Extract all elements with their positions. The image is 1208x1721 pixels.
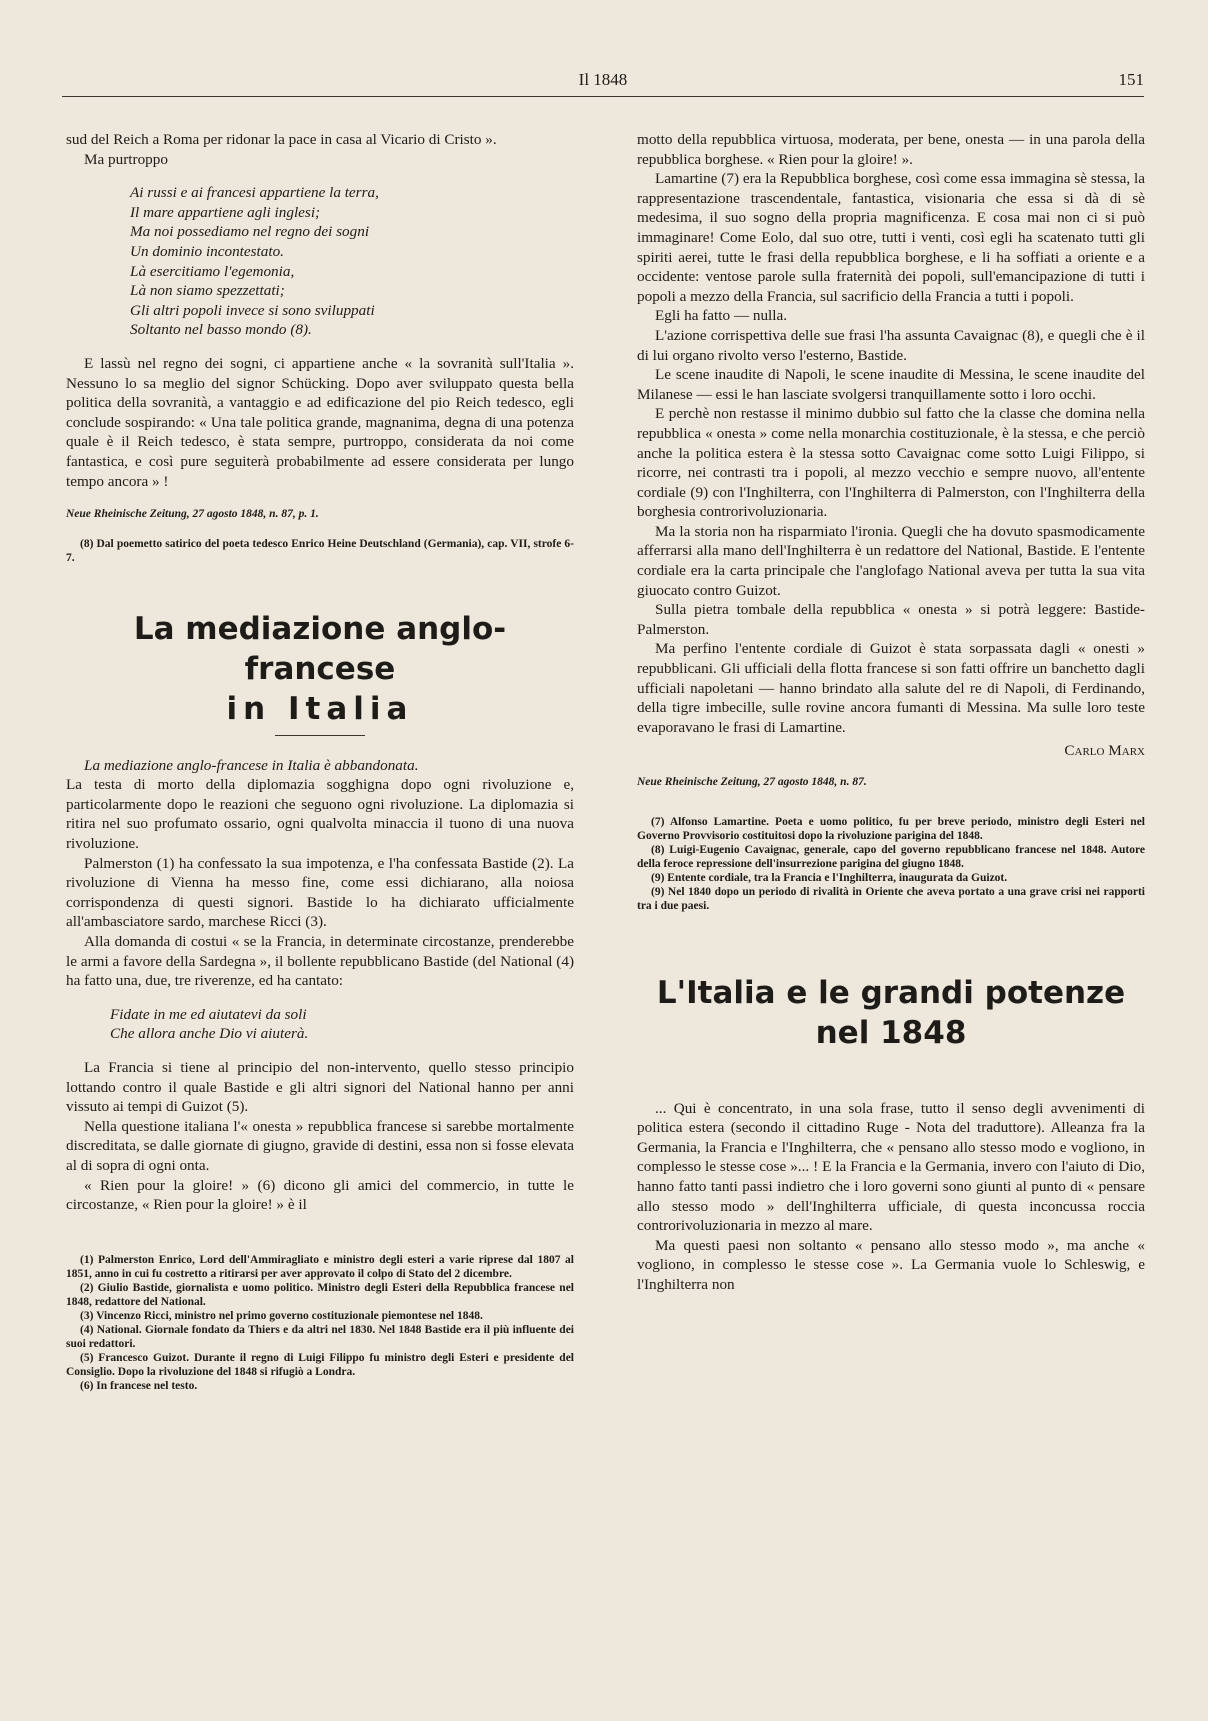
poem-line: Il mare appartiene agli inglesi;: [130, 203, 321, 221]
paragraph: Ma perfino l'entente cordiale di Guizot è stata sorpassata dagli « onesti » repubblicani. Gli ufficiali della flotta francese si son fatti offrire un banchetto dagli ufficiali napoletani — hanno brindato alla salute del re di Napoli, di Ferdinando, della tigre imbecille, sulle rovine ancora fumanti di Messina. Ma sulle loro teste evaporavano le frasi di Lamartine.: [637, 640, 1145, 736]
poem-line: Soltanto nel basso mondo (8).: [130, 321, 312, 339]
paragraph: Ma purtroppo: [84, 150, 168, 168]
running-header: [62, 70, 1144, 98]
paragraph: E lassù nel regno dei sogni, ci appartiene anche « la sovranità sull'Italia ». Nessuno lo sa meglio del signor Schücking. Dopo aver sviluppato questa bella politica della sovranità, a vantaggio e ad edificazione del pio Reich tedesco, egli conclude sospirando: « Una tale politica grande, magnanima, degna di una potenza quale è il Reich tedesco, è stata sempre, purtroppo, considerata da noi come fantastica, e così pure seguiterà probabilmente ad essere considerata per lungo tempo ancora » !: [66, 354, 574, 490]
poem-quote: [130, 183, 574, 340]
paragraph: Alla domanda di costui « se la Francia, in determinate circostanze, prenderebbe le armi a favore della Sardegna », il bollente repubblicano Bastide (del National (4) ha fatto una, due, tre riverenze, ed ha cantato:: [66, 933, 574, 990]
paragraph: E perchè non restasse il minimo dubbio sul fatto che la classe che domina nella repubblica « onesta » come nella monarchia costituzionale, è la stessa, e che perciò anche la politica estera è la stessa sotto Cavaignac come sotto Luigi Filippo, si ricorre, nei contrasti tra i popoli, al mezzo vecchio e sempre nuovo, all'entente cordiale (9) con l'Inghilterra, con l'Inghilterra di Palmerston, con l'Inghilterra della borghesia controrivoluzionaria.: [637, 405, 1145, 521]
footnote-text: (2) Giulio Bastide, giornalista e uomo politico. Ministro degli Esteri della Repubblica francese nel 1848, redattore del National.: [66, 1281, 574, 1308]
heading-line: La mediazione anglo-francese: [133, 610, 507, 687]
heading-line: L'Italia e le grandi potenze: [656, 974, 1126, 1011]
paragraph: L'azione corrispettiva delle sue frasi l'ha assunta Cavaignac (8), e quegli che è il di lui organo rivolto verso l'esterno, Bastide.: [637, 326, 1145, 364]
footnote-text: (8) Dal poemetto satirico del poeta tedesco Enrico Heine Deutschland (Germania), cap. VII, strofe 6-7.: [66, 537, 574, 564]
footnote-text: (8) Luigi-Eugenio Cavaignac, generale, capo del governo repubblicano francese nel 1848. Autore della feroce repressione dell'insurrezione parigina del giugno 1848.: [637, 843, 1145, 870]
poem-line: Un dominio incontestato.: [130, 242, 284, 260]
paragraph: Egli ha fatto — nulla.: [655, 307, 788, 325]
paragraph: Ma questi paesi non soltanto « pensano allo stesso modo », ma anche « vogliono, in complesso le stesse cose ». La Germania vuole lo Schleswig, e l'Inghilterra non: [637, 1236, 1145, 1293]
footnote: [66, 537, 574, 565]
lead-paragraph: La mediazione anglo-francese in Italia è abbandonata.: [84, 756, 419, 774]
paragraph: motto della repubblica virtuosa, moderata, per bene, onesta — in una parola della repubblica borghese. « Rien pour la gloire! ».: [637, 131, 1145, 168]
poem-line: Fidate in me ed aiutatevi da soli: [110, 1005, 307, 1023]
poem-line: Ma noi possediamo nel regno dei sogni: [130, 223, 370, 241]
footnote-text: (5) Francesco Guizot. Durante il regno di Luigi Filippo fu ministro degli Esteri e presidente del Consiglio. Dopo la rivoluzione del 1848 si rifugiò a Londra.: [66, 1351, 574, 1378]
poem-line: Che allora anche Dio vi aiuterà.: [110, 1025, 309, 1043]
source-citation: Neue Rheinische Zeitung, 27 agosto 1848, n. 87, p. 1.: [66, 508, 319, 521]
heading-line: in Italia: [226, 690, 414, 727]
footnote-text: (4) National. Giornale fondato da Thiers e da altri nel 1830. Nel 1848 Bastide era il più influente dei suoi redattori.: [66, 1323, 574, 1350]
paragraph: Sulla pietra tombale della repubblica « onesta » si potrà leggere: Bastide-Palmerston.: [637, 601, 1145, 638]
heading-rule: [275, 735, 365, 736]
poem-line: Gli altri popoli invece si sono sviluppati: [130, 301, 375, 319]
footnote-text: (6) In francese nel testo.: [80, 1379, 198, 1392]
poem-line: Ai russi e ai francesi appartiene la terra,: [130, 184, 379, 202]
paragraph: La testa di morto della diplomazia sogghigna dopo ogni rivoluzione e, particolarmente dopo le reazioni che seguono ogni rivoluzione. La diplomazia si ritira nel suo profumato ossario, ogni qualvolta minaccia il tuono di una nuova rivoluzione.: [66, 776, 574, 853]
poem-line: Là esercitiamo l'egemonia,: [130, 262, 295, 280]
right-column: [637, 130, 1145, 1295]
footnotes: [66, 1253, 574, 1393]
page-number: 151: [1118, 70, 1144, 89]
footnote-text: (1) Palmerston Enrico, Lord dell'Ammiragliato e ministro degli esteri a varie riprese dal 1807 al 1851, anno in cui fu costretto a ritirarsi per aver approvato il colpo di Stato del 2 dicembre.: [66, 1253, 574, 1280]
paragraph: sud del Reich a Roma per ridonar la pace in casa al Vicario di Cristo ».: [66, 131, 497, 148]
footnote-text: (3) Vincenzo Ricci, ministro nel primo governo costituzionale piemontese nel 1848.: [80, 1309, 483, 1322]
footnotes: [637, 815, 1145, 913]
article-heading: [637, 973, 1145, 1053]
footnote-text: (9) Entente cordiale, tra la Francia e l'Inghilterra, inaugurata da Guizot.: [651, 871, 1008, 884]
paragraph: ... Qui è concentrato, in una sola frase, tutto il senso degli avvenimenti di politica estera (secondo il cittadino Ruge - Nota del traduttore). Alleanza fra la Germania, la Francia e l'Inghilterra, che « pensano allo stesso modo e vogliono, in complesso le stesse cose »... ! E la Francia e la Germania, invero con l'aiuto di Dio, hanno fatto tanti passi indietro che i loro governi sono giunti al punto di « pensare allo stesso modo » dell'Inghilterra ufficiale, di questa inconcussa roccia controrivoluzionaria in mezzo al mare.: [637, 1099, 1145, 1235]
left-column: [66, 130, 574, 1393]
heading-line: nel 1848: [815, 1014, 967, 1051]
paragraph: « Rien pour la gloire! » (6) dicono gli amici del commercio, in tutte le circostanze, « Rien pour la gloire! » è il: [66, 1176, 574, 1214]
paragraph: Nella questione italiana l'« onesta » repubblica francese si sarebbe mortalmente discreditata, se dalle giornate di giugno, gravide di destini, essa non si fosse elevata al di sopra di ogni onta.: [66, 1117, 574, 1174]
running-title: Il 1848: [578, 70, 628, 89]
paragraph: Le scene inaudite di Napoli, le scene inaudite di Messina, le scene inaudite del Milanese — essi le han lasciate svolgersi tranquillamente sotto i loro occhi.: [637, 366, 1145, 403]
footnote-text: (9) Nel 1840 dopo un periodo di rivalità in Oriente che aveva portato a una grave crisi nei rapporti tra i due paesi.: [637, 885, 1145, 912]
paragraph: Ma la storia non ha risparmiato l'ironia. Quegli che ha dovuto spasmodicamente afferrarsi alla mano dell'Inghilterra è un redattore del National, Bastide. E l'entente cordiale era la carta principale che l'anglofago National aveva per tutta la sua vita giuocato contro Guizot.: [637, 522, 1145, 599]
header-rule: [62, 96, 1144, 97]
paragraph: La Francia si tiene al principio del non-intervento, quello stesso principio lottando contro il quale Bastide e gli altri signori del National hanno per anni vissuto ai tempi di Guizot (5).: [66, 1059, 574, 1116]
footnote-text: (7) Alfonso Lamartine. Poeta e uomo politico, fu per breve periodo, ministro degli Esteri nel Governo Provvisorio costituitosi dopo la rivoluzione parigina del 1848.: [637, 815, 1145, 842]
poem-line: Là non siamo spezzettati;: [130, 282, 285, 300]
author-signature: Carlo Marx: [1064, 742, 1145, 760]
verse-quote: [110, 1005, 574, 1044]
source-citation: Neue Rheinische Zeitung, 27 agosto 1848, n. 87.: [637, 776, 867, 788]
article-heading: [66, 609, 574, 729]
paragraph: Palmerston (1) ha confessato la sua impotenza, e l'ha confessata Bastide (2). La rivoluzione di Vienna ha messo fine, come essi dichiarano, alla noiosa corrispondenza di questi signori. Bastide lo ha dichiarato ufficialmente all'ambasciatore sardo, marchese Ricci (3).: [66, 854, 574, 931]
paragraph: Lamartine (7) era la Repubblica borghese, così come essa immagina sè stessa, la rappresentazione trascendentale, fantastica, visionaria che essa si dà di sè medesima, il suo sogno della propria magnificenza. E cosa mai non ci si può immaginare! Come Eolo, dal suo otre, tutti i venti, così egli ha scatenato tutti gli spiriti aerei, tutte le frasi della repubblica borghese, e li ha soffiati a oriente e a occidente: ventose parole sulla fraternità dei popoli, sull'emancipazione di tutti i popoli a mezzo della Francia, sul sacrificio della Francia a tutti i popoli.: [637, 170, 1145, 305]
